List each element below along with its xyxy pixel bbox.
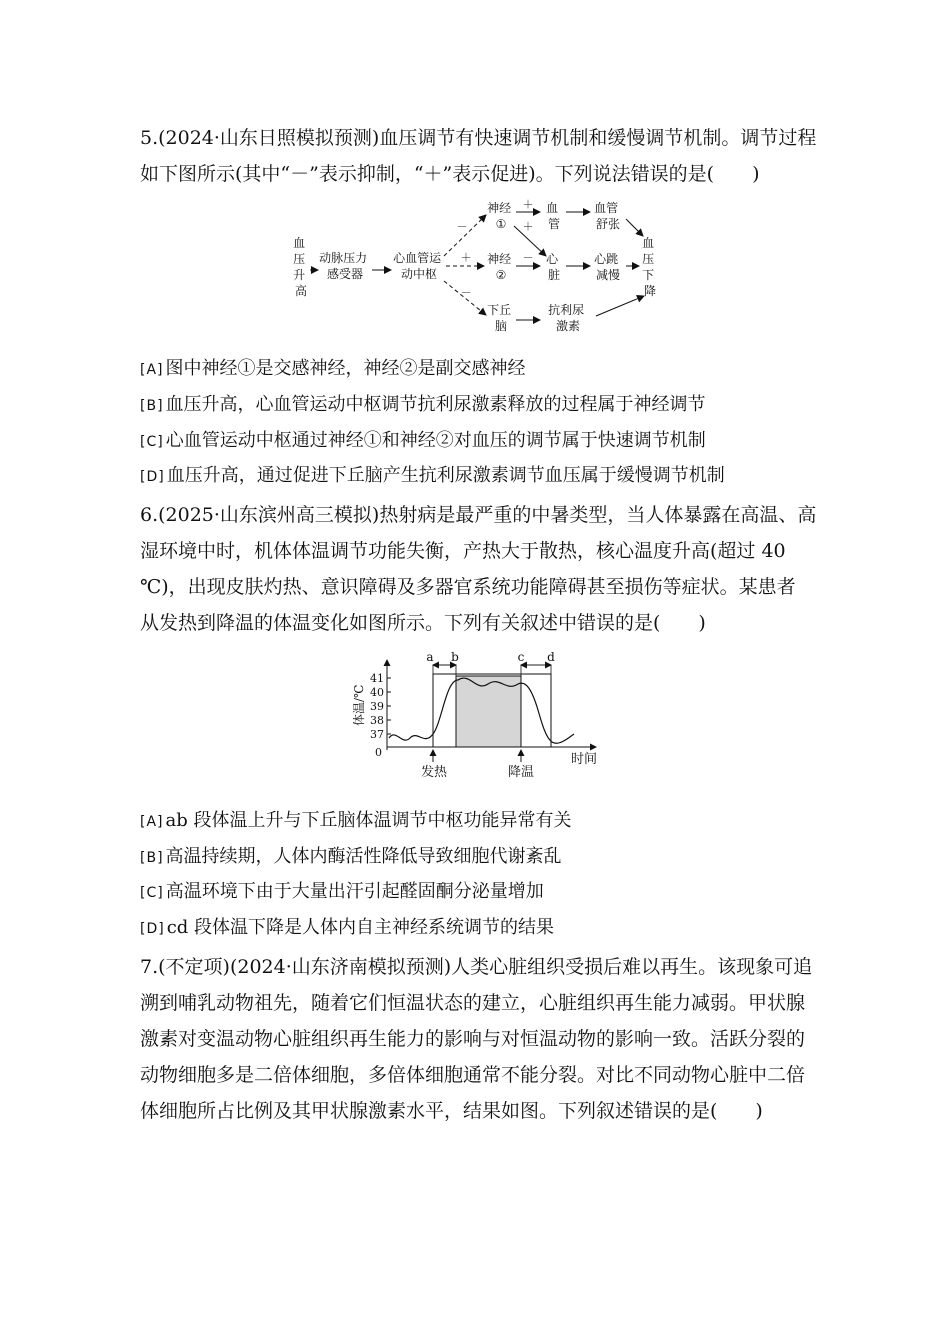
diagram-center: 心血管运 动中枢 (393, 251, 442, 281)
diagram-receptor: 动脉压力 感受器 (319, 251, 368, 281)
option-tag: [D] (140, 469, 165, 485)
option-text: 图中神经①是交感神经，神经②是副交感神经 (165, 358, 526, 379)
q5-blood-pressure-diagram (280, 196, 680, 338)
option-tag: [B] (140, 850, 164, 866)
diagram-adh: 抗利尿 激素 (548, 303, 585, 333)
q6-option-b[interactable] (140, 844, 562, 871)
sign-center-nerve2: ＋ (460, 251, 472, 264)
diagram-vessel: 血 管 (546, 201, 561, 231)
y-axis-label: 体温/℃ (352, 684, 366, 726)
q7-stem-line1: 7.(不定项)(2024·山东济南模拟预测)人类心脏组织受损后难以再生。该现象可追 (140, 956, 813, 978)
sign-nerve1-heart: ＋ (522, 220, 534, 233)
ytick-label: 41 (370, 672, 384, 685)
seg-label-d: d (547, 650, 555, 664)
seg-label-b: b (451, 650, 459, 664)
q6-stem-line3: ℃)，出现皮肤灼热、意识障碍及多器官系统功能障碍甚至损伤等症状。某患者 (140, 576, 796, 598)
diagram-start: 血 压 升 高 (293, 236, 308, 298)
ytick-label: 38 (370, 714, 384, 727)
seg-label-a: a (426, 650, 434, 664)
q5-option-c[interactable] (140, 428, 706, 455)
option-tag: [C] (140, 434, 164, 450)
q7-stem-line3: 激素对变温动物心脏组织再生能力的影响与对恒温动物的影响一致。活跃分裂的 (140, 1028, 806, 1050)
q6-option-a[interactable] (140, 808, 572, 835)
option-text: 高温持续期，人体内酶活性降低导致细胞代谢紊乱 (165, 846, 562, 867)
option-text: cd 段体温下降是人体内自主神经系统调节的结果 (166, 917, 555, 938)
x-axis-label: 时间 (570, 752, 598, 767)
diagram-vessel-dilate: 血管 舒张 (594, 201, 621, 231)
sign-nerve1-vessel: ＋ (522, 198, 534, 211)
q5-stem-line1: 5.(2024·山东日照模拟预测)血压调节有快速调节机制和缓慢调节机制。调节过程 (140, 127, 817, 149)
arrow-label-cooling: 降温 (507, 765, 535, 780)
q6-stem-line4: 从发热到降温的体温变化如图所示。下列有关叙述中错误的是( ) (140, 612, 706, 634)
option-tag: [A] (140, 362, 164, 378)
ytick-label: 0 (375, 746, 382, 759)
option-text: 血压升高，通过促进下丘脑产生抗利尿激素调节血压属于缓慢调节机制 (166, 465, 725, 486)
q7-stem-line5: 体细胞所占比例及其甲状腺激素水平，结果如图。下列叙述错误的是( ) (140, 1100, 763, 1122)
q6-option-c[interactable] (140, 879, 544, 906)
q7-stem-line4: 动物细胞多是二倍体细胞，多倍体细胞通常不能分裂。对比不同动物心脏中二倍 (140, 1064, 806, 1086)
option-text: 血压升高，心血管运动中枢调节抗利尿激素释放的过程属于神经调节 (165, 394, 706, 415)
option-text: 高温环境下由于大量出汗引起醛固酮分泌量增加 (165, 881, 544, 902)
q5-option-d[interactable] (140, 463, 725, 490)
diagram-heart-slow: 心跳 减慢 (594, 252, 621, 282)
sign-center-nerve1: － (456, 220, 468, 233)
diagram-nerve2: 神经 ② (487, 252, 512, 282)
ytick-label: 39 (370, 700, 384, 713)
q6-option-d[interactable] (140, 915, 554, 942)
arrow-dilate-end (626, 219, 643, 236)
option-text: ab 段体温上升与下丘脑体温调节中枢功能异常有关 (165, 810, 572, 831)
q6-stem-line1: 6.(2025·山东滨州高三模拟)热射病是最严重的中暑类型，当人体暴露在高温、高 (140, 504, 817, 526)
ytick-label: 37 (370, 728, 384, 741)
q7-stem-line2: 溯到哺乳动物祖先，随着它们恒温状态的建立，心脏组织再生能力减弱。甲状腺 (140, 992, 806, 1014)
option-tag: [A] (140, 814, 164, 830)
q5-stem-line2: 如下图所示(其中“－”表示抑制，“＋”表示促进)。下列说法错误的是( ) (140, 163, 760, 185)
option-tag: [B] (140, 398, 164, 414)
q6-temperature-chart (340, 644, 610, 784)
diagram-heart: 心 脏 (546, 252, 561, 282)
option-tag: [D] (140, 921, 165, 937)
option-tag: [C] (140, 885, 164, 901)
sign-center-hypo: － (460, 286, 472, 299)
diagram-end: 血 压 下 降 (642, 236, 657, 298)
arrow-adh-end (596, 296, 644, 316)
ytick-label: 40 (370, 686, 384, 699)
seg-label-c: c (517, 650, 525, 664)
diagram-hypothalamus: 下丘 脑 (487, 303, 512, 333)
option-text: 心血管运动中枢通过神经①和神经②对血压的调节属于快速调节机制 (165, 430, 706, 451)
diagram-nerve1: 神经 ① (487, 201, 512, 231)
q5-option-b[interactable] (140, 392, 706, 419)
q5-option-a[interactable] (140, 356, 526, 383)
q6-stem-line2: 湿环境中时，机体体温调节功能失衡，产热大于散热，核心温度升高(超过 40 (140, 540, 786, 562)
arrow-label-fever: 发热 (420, 765, 448, 780)
sign-nerve2-heart: － (522, 251, 534, 264)
